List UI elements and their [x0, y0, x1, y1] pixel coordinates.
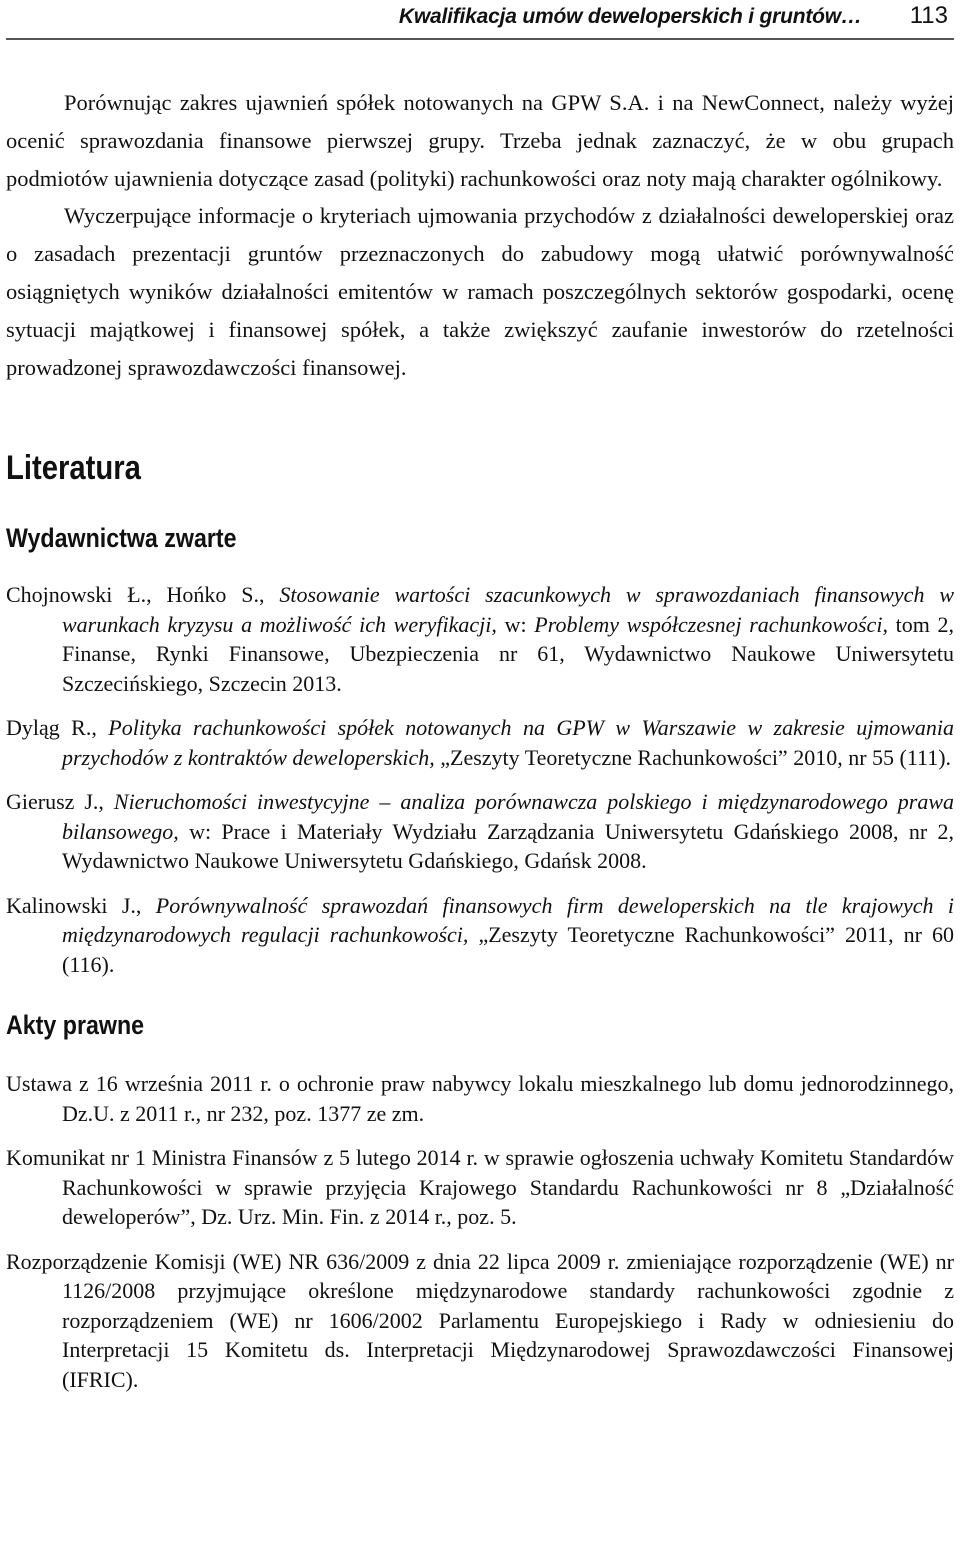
section-heading-literatura: Literatura: [6, 449, 141, 488]
subsection-heading-akty-prawne: Akty prawne: [6, 1010, 145, 1041]
ref-author: Dyląg R.,: [6, 715, 97, 741]
subsection-heading-wydawnictwa: Wydawnictwa zwarte: [6, 523, 237, 554]
ref-title: Nieruchomości inwestycyjne – analiza porównawcza polskiego i międzynarodowego prawa bilansowego,: [62, 789, 955, 844]
legal-act-entry: Komunikat nr 1 Ministra Finansów z 5 lutego 2014 r. w sprawie ogłoszenia uchwały Komitetu Standardów Rachunkowości w sprawie przyjęcia Krajowego Standardu Rachunkowości nr 8 „Działalność deweloperów”, Dz. Urz. Min. Fin. z 2014 r., poz. 5.: [6, 1145, 954, 1230]
bibliography-list: [6, 580, 954, 979]
reference-entry: [6, 713, 954, 772]
ref-mid: w:: [504, 611, 527, 637]
ref-rest: w: Prace i Materiały Wydziału Zarządzania Uniwersytetu Gdańskiego 2008, nr 2, Wydawnictwo Naukowe Uniwersytetu Gdańskiego, Gdańsk 2008.: [62, 818, 954, 874]
ref-title-2: Problemy współczesnej rachunkowości,: [534, 611, 888, 637]
ref-title: Stosowanie wartości szacunkowych w sprawozdaniach finansowych w warunkach kryzysu a możliwość ich weryfikacji,: [62, 582, 954, 637]
legal-act-entry: Ustawa z 16 września 2011 r. o ochronie praw nabywcy lokalu mieszkalnego lub domu jednorodzinnego, Dz.U. z 2011 r., nr 232, poz. 1377 ze zm.: [6, 1071, 954, 1126]
reference-entry: [6, 891, 954, 980]
ref-rest: tom 2, Finanse, Rynki Finansowe, Ubezpieczenia nr 61, Wydawnictwo Naukowe Uniwersytetu Szczecińskiego, Szczecin 2013.: [62, 611, 955, 696]
body-paragraph: Wyczerpujące informacje o kryteriach ujmowania przychodów z działalności deweloperskiej oraz o zasadach prezentacji gruntów przeznaczonych do zabudowy mogą ułatwić porównywalność osiągniętych wyników działalności emitentów w ramach poszczególnych sektorów gospodarki, ocenę sytuacji majątkowej i finansowej spółek, a także zwiększyć zaufanie inwestorów do rzetelności prowadzonej sprawozdawczości finansowej.: [6, 203, 954, 380]
legal-act-entry: Rozporządzenie Komisji (WE) NR 636/2009 z dnia 22 lipca 2009 r. zmieniające rozporządzenie (WE) nr 1126/2008 przyjmujące określone międzynarodowe standardy rachunkowości zgodnie z rozporządzeniem (WE) nr 1606/2002 Parlamentu Europejskiego i Rady w odniesieniu do Interpretacji 15 Komitetu ds. Interpretacji Międzynarodowej Sprawozdawczości Finansowej (IFRIC).: [6, 1248, 954, 1392]
ref-author: Gierusz J.,: [6, 789, 104, 815]
ref-rest: „Zeszyty Teoretyczne Rachunkowości” 2011, nr 60 (116).: [62, 922, 955, 977]
ref-title: Porównywalność sprawozdań finansowych firm deweloperskich na tle krajowych i międzynarodowych regulacji rachunkowości,: [62, 892, 955, 948]
reference-entry: [6, 580, 954, 698]
ref-author: Chojnowski Ł., Hońko S.,: [6, 582, 265, 608]
reference-entry: [6, 787, 954, 876]
ref-rest: „Zeszyty Teoretyczne Rachunkowości” 2010, nr 55 (111).: [440, 744, 952, 770]
running-title: Kwalifikacja umów deweloperskich i gruntów…: [398, 5, 862, 28]
page-number: 113: [909, 2, 948, 29]
running-header: [6, 0, 954, 40]
ref-author: Kalinowski J.,: [6, 892, 142, 918]
ref-title: Polityka rachunkowości spółek notowanych na GPW w Warszawie w zakresie ujmowania przychodów z kontraktów deweloperskich,: [62, 715, 954, 770]
legal-acts-list: [6, 1069, 954, 1394]
body-paragraph: Porównując zakres ujawnień spółek notowanych na GPW S.A. i na NewConnect, należy wyżej ocenić sprawozdania finansowe pierwszej grupy. Trzeba jednak zaznaczyć, że w obu grupach podmiotów ujawnienia dotyczące zasad (polityki) rachunkowości oraz noty mają charakter ogólnikowy.: [6, 90, 954, 191]
